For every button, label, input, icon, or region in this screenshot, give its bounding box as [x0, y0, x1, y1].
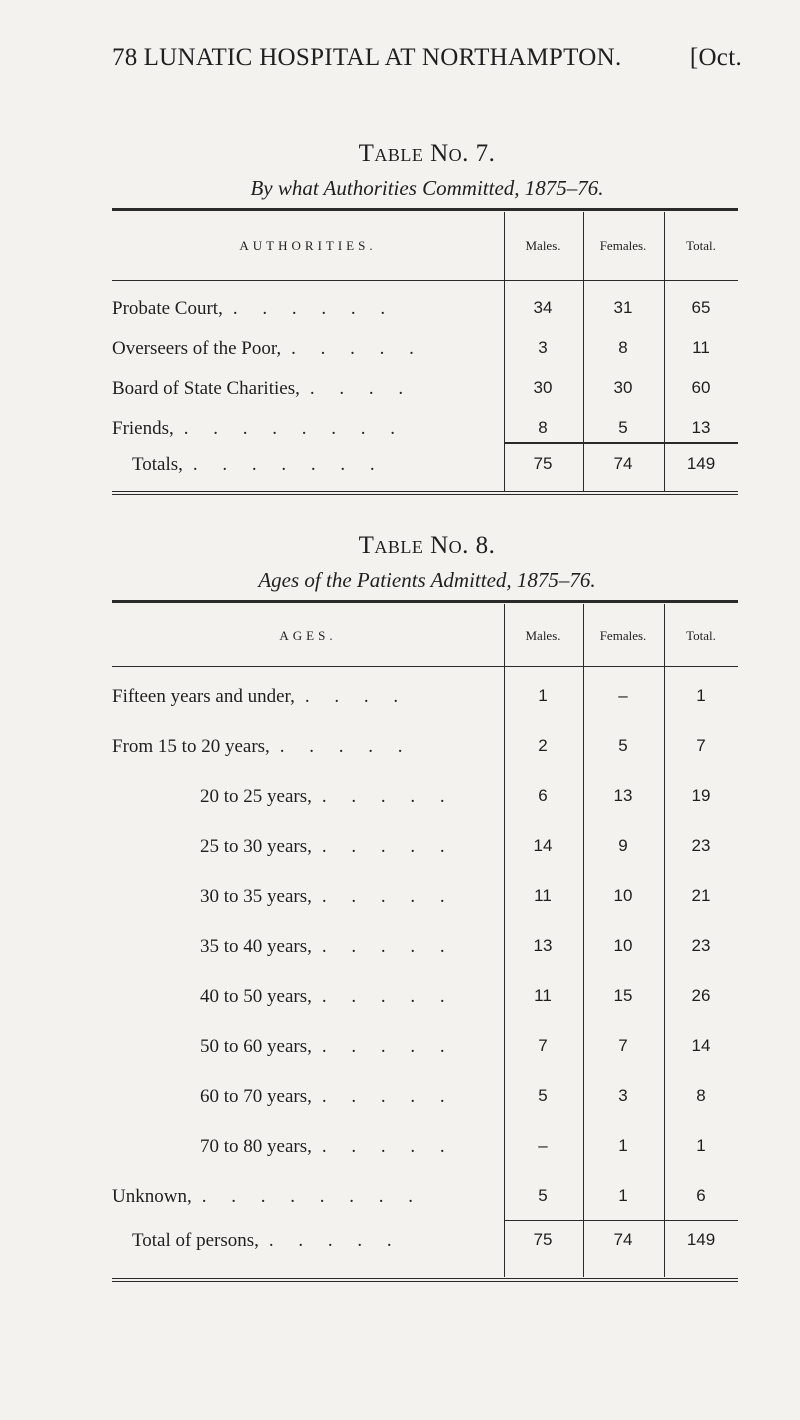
- cell-total: 60: [691, 378, 711, 397]
- table8-top-rule: [112, 600, 738, 603]
- table7-caption: [112, 140, 742, 201]
- table7-header-males: Males.: [525, 238, 561, 253]
- table8-header-females: Females.: [599, 628, 647, 643]
- table-row: [112, 1086, 738, 1126]
- row-label: 60 to 70 years,: [200, 1086, 312, 1107]
- cell-males: 30: [533, 378, 553, 397]
- cell-total: 1: [696, 1136, 706, 1155]
- table-row: [112, 736, 738, 776]
- cell-total: 7: [696, 736, 706, 755]
- cell-males: 14: [533, 836, 553, 855]
- cell-females: 74: [613, 454, 633, 473]
- leader-dots: . . . . . .: [232, 298, 396, 319]
- table7-header-rule: [112, 280, 738, 281]
- table-row: [112, 936, 738, 976]
- table7-bottom-rule: [112, 491, 738, 495]
- cell-females: 31: [613, 298, 633, 317]
- table8-header-total: Total.: [686, 628, 716, 643]
- totals-row: [112, 1230, 738, 1270]
- cell-females: 7: [618, 1036, 628, 1055]
- table8-title: Table No. 8.: [358, 532, 496, 559]
- table-row: [112, 986, 738, 1026]
- cell-females: 10: [613, 936, 633, 955]
- cell-males: 11: [534, 986, 552, 1005]
- row-label: 30 to 35 years,: [200, 886, 312, 907]
- cell-total: 26: [691, 986, 711, 1005]
- cell-females: 5: [618, 418, 628, 437]
- cell-females: 15: [613, 986, 633, 1005]
- table-row: [112, 886, 738, 926]
- row-label: 35 to 40 years,: [200, 936, 312, 957]
- cell-males: 8: [538, 418, 548, 437]
- table-row: [112, 1136, 738, 1176]
- leader-dots: . . . . .: [291, 338, 424, 359]
- table8: [112, 600, 738, 1290]
- page-header: [112, 44, 742, 72]
- cell-total: 6: [696, 1186, 706, 1205]
- cell-males: 2: [538, 736, 548, 755]
- cell-total: 11: [692, 338, 710, 357]
- leader-dots: . . . . .: [321, 1036, 455, 1057]
- cell-total: 149: [686, 1230, 716, 1249]
- leader-dots: . . . . .: [321, 886, 455, 907]
- cell-total: 8: [696, 1086, 706, 1105]
- cell-males: 1: [538, 686, 548, 705]
- cell-females: 30: [613, 378, 633, 397]
- cell-males: 5: [538, 1186, 548, 1205]
- leader-dots: . . . . . . .: [192, 454, 385, 475]
- leader-dots: . . . . .: [321, 936, 455, 957]
- row-label: Total of persons,: [132, 1230, 259, 1251]
- cell-males: 13: [533, 936, 553, 955]
- row-label: Totals,: [132, 454, 183, 475]
- cell-total: 14: [691, 1036, 711, 1055]
- row-label: Board of State Charities,: [112, 378, 300, 399]
- table8-header-males: Males.: [525, 628, 561, 643]
- table7: [112, 208, 738, 498]
- cell-total: 1: [696, 686, 706, 705]
- cell-males: 75: [533, 1230, 553, 1249]
- table8-subtitle: Ages of the Patients Admitted, 1875–76.: [258, 568, 596, 592]
- cell-males: 11: [534, 886, 552, 905]
- row-label: 25 to 30 years,: [200, 836, 312, 857]
- table-row: [112, 836, 738, 876]
- table7-subtitle: By what Authorities Committed, 1875–76.: [250, 176, 604, 200]
- cell-females: 8: [618, 338, 628, 357]
- leader-dots: . . . . .: [321, 786, 455, 807]
- cell-total: 149: [686, 454, 716, 473]
- leader-dots: . . . . .: [279, 736, 413, 757]
- cell-males: 3: [538, 338, 548, 357]
- row-label: Fifteen years and under,: [112, 686, 295, 707]
- totals-row: [112, 454, 738, 494]
- table8-header-rule: [112, 666, 738, 667]
- table-row: [112, 686, 738, 726]
- cell-females: –: [618, 686, 628, 705]
- table-row: [112, 418, 738, 458]
- leader-dots: . . . .: [309, 378, 414, 399]
- cell-males: –: [538, 1136, 548, 1155]
- table-row: [112, 1036, 738, 1076]
- table8-caption: [112, 532, 742, 593]
- cell-males: 7: [538, 1036, 548, 1055]
- cell-females: 9: [618, 836, 628, 855]
- table8-header-ages: AGES.: [279, 628, 337, 643]
- cell-total: 23: [691, 936, 711, 955]
- running-title: LUNATIC HOSPITAL AT NORTHAMPTON.: [143, 44, 622, 71]
- leader-dots: . . . . . . . .: [183, 418, 405, 439]
- leader-dots: . . . . .: [321, 836, 455, 857]
- table7-header-authorities: AUTHORITIES.: [239, 238, 377, 253]
- totals-rule: [504, 442, 738, 444]
- cell-total: 13: [691, 418, 711, 437]
- leader-dots: . . . . . . . .: [201, 1186, 423, 1207]
- running-date: [Oct.: [689, 44, 742, 71]
- leader-dots: . . . .: [304, 686, 409, 707]
- row-label: Overseers of the Poor,: [112, 338, 282, 359]
- row-label: 70 to 80 years,: [200, 1136, 312, 1157]
- cell-females: 74: [613, 1230, 633, 1249]
- cell-total: 65: [691, 298, 711, 317]
- table-row: [112, 378, 738, 418]
- leader-dots: . . . . .: [321, 986, 455, 1007]
- cell-total: 23: [691, 836, 711, 855]
- cell-males: 6: [538, 786, 548, 805]
- cell-total: 21: [691, 886, 711, 905]
- row-label: From 15 to 20 years,: [112, 736, 270, 757]
- row-label: 50 to 60 years,: [200, 1036, 312, 1057]
- leader-dots: . . . . .: [321, 1136, 455, 1157]
- table-row: [112, 786, 738, 826]
- leader-dots: . . . . .: [321, 1086, 455, 1107]
- row-label: Friends,: [112, 418, 174, 439]
- cell-total: 19: [691, 786, 711, 805]
- cell-females: 10: [613, 886, 633, 905]
- cell-females: 13: [613, 786, 633, 805]
- page-number: 78: [112, 44, 138, 71]
- table7-header-females: Females.: [599, 238, 647, 253]
- cell-females: 1: [618, 1136, 628, 1155]
- cell-males: 75: [533, 454, 553, 473]
- cell-males: 5: [538, 1086, 548, 1105]
- table-row: [112, 298, 738, 338]
- cell-females: 1: [618, 1186, 628, 1205]
- row-label: Unknown,: [112, 1186, 192, 1207]
- cell-males: 34: [533, 298, 553, 317]
- row-label: 20 to 25 years,: [200, 786, 312, 807]
- totals-rule: [504, 1220, 738, 1221]
- table8-bottom-rule: [112, 1278, 738, 1282]
- row-label: Probate Court,: [112, 298, 223, 319]
- table7-top-rule: [112, 208, 738, 211]
- table7-header-total: Total.: [686, 238, 716, 253]
- table-row: [112, 338, 738, 378]
- row-label: 40 to 50 years,: [200, 986, 312, 1007]
- cell-females: 3: [618, 1086, 628, 1105]
- cell-females: 5: [618, 736, 628, 755]
- leader-dots: . . . . .: [268, 1230, 402, 1251]
- table7-title: Table No. 7.: [358, 140, 496, 167]
